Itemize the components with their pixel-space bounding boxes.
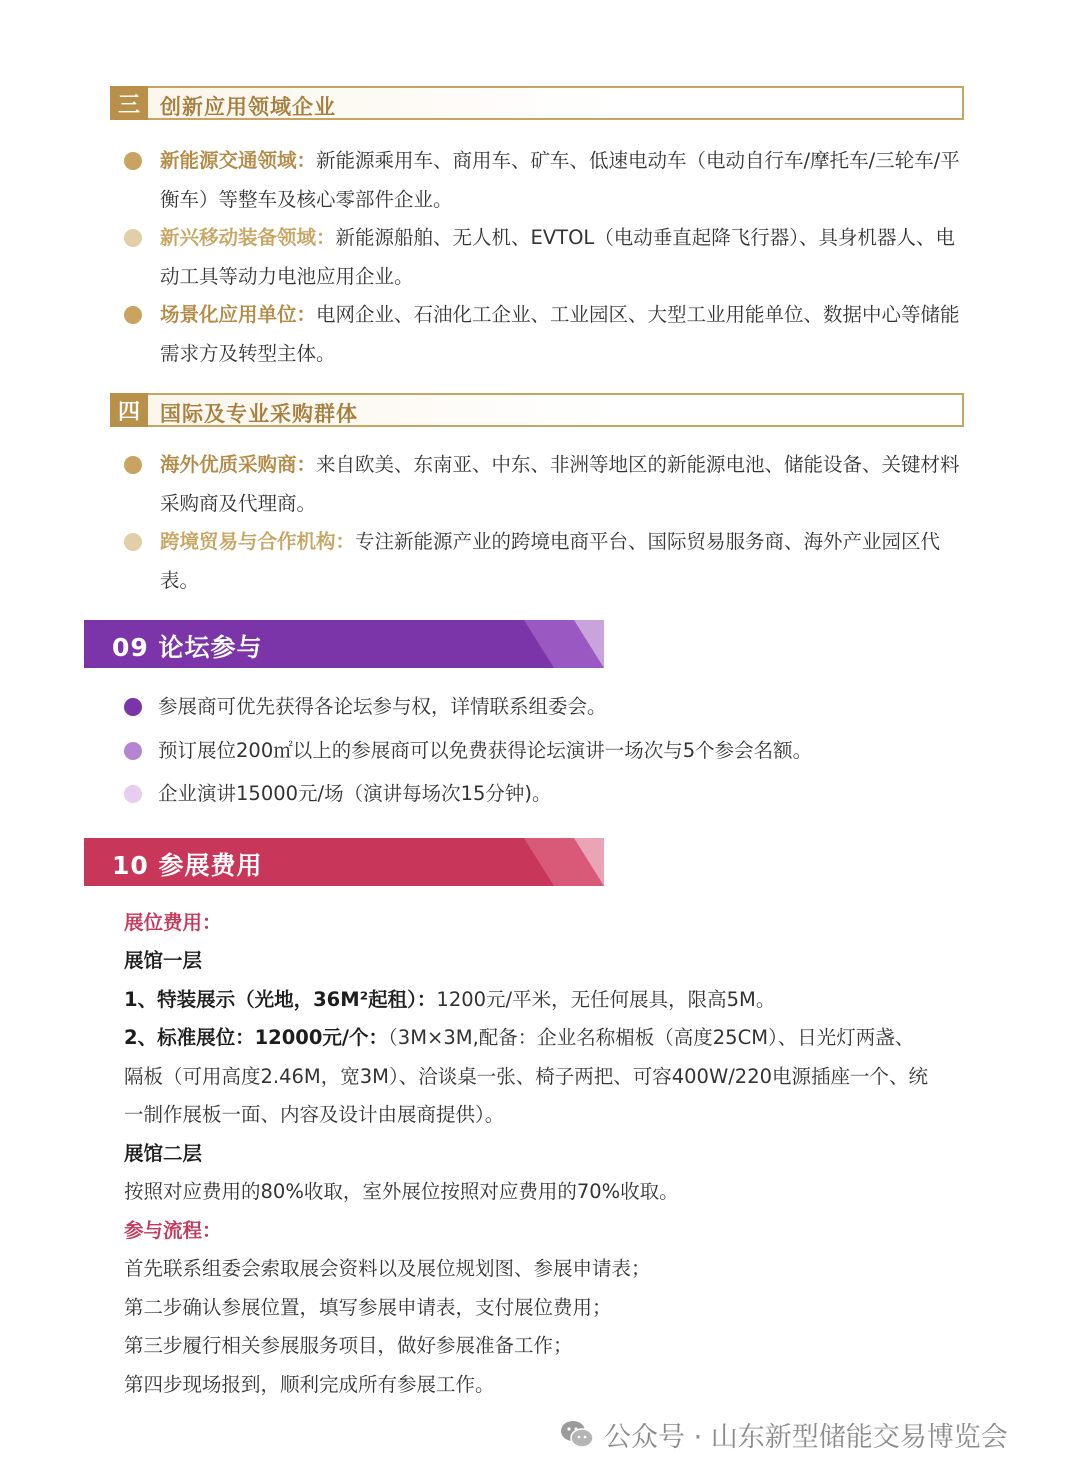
process-step: 首先联系组委会索取展会资料以及展位规划图、参展申请表； bbox=[124, 1257, 651, 1280]
forum-banner bbox=[84, 620, 604, 668]
fee-item-1 bbox=[124, 981, 775, 1020]
item-text: 电网企业、石油化工企业、工业园区、大型工业用能单位、数据中心等储能需求方及转型主体。 bbox=[160, 303, 960, 365]
fee-item-2-cont: 一制作展板一面、内容及设计由展商提供）。 bbox=[124, 1103, 505, 1126]
bullet-icon bbox=[124, 152, 142, 170]
item-label: 新兴移动装备领域： bbox=[160, 226, 336, 249]
item-text: 参展商可优先获得各论坛参与权，详情联系组委会。 bbox=[158, 695, 607, 718]
bullet-icon bbox=[124, 456, 142, 474]
section-header-innovation bbox=[110, 86, 964, 120]
item-label: 跨境贸易与合作机构： bbox=[160, 530, 356, 553]
fee-item-2-text: （3M×3M,配备：企业名称楣板（高度25CM）、日光灯两盏、 bbox=[388, 1026, 915, 1049]
fees-banner bbox=[84, 838, 604, 886]
process-step: 第四步现场报到，顺利完成所有参展工作。 bbox=[124, 1373, 495, 1396]
booth-fee-label: 展位费用： bbox=[124, 911, 222, 934]
banner-title: 09 论坛参与 bbox=[112, 633, 263, 662]
bullet-icon bbox=[124, 229, 142, 247]
floor2-heading: 展馆二层 bbox=[124, 1142, 203, 1165]
bullet-icon bbox=[124, 533, 142, 551]
process-step: 第三步履行相关参展服务项目，做好参展准备工作； bbox=[124, 1334, 573, 1357]
section-number: 四 bbox=[110, 393, 148, 427]
floor1-heading: 展馆一层 bbox=[124, 949, 203, 972]
process-label: 参与流程： bbox=[124, 1219, 222, 1242]
fee-item-1-label: 1、特装展示（光地，36M²起租）： bbox=[124, 988, 437, 1011]
bullet-icon bbox=[124, 698, 142, 716]
floor2-text: 按照对应费用的80%收取，室外展位按照对应费用的70%收取。 bbox=[124, 1180, 679, 1203]
item-text: 专注新能源产业的跨境电商平台、国际贸易服务商、海外产业园区代表。 bbox=[160, 530, 941, 592]
item-label: 海外优质采购商： bbox=[160, 453, 317, 476]
item-label: 新能源交通领域： bbox=[160, 149, 317, 172]
item-label: 场景化应用单位： bbox=[160, 303, 317, 326]
footer-text: 公众号 · 山东新型储能交易博览会 bbox=[604, 1421, 1008, 1453]
footer-watermark bbox=[560, 1410, 1008, 1458]
fee-item-2-cont: 隔板（可用高度2.46M，宽3M）、洽谈桌一张、椅子两把、可容400W/220电源插座一个、统 bbox=[124, 1065, 929, 1088]
section-title: 国际及专业采购群体 bbox=[160, 402, 358, 426]
item-text: 预订展位200㎡以上的参展商可以免费获得论坛演讲一场次与5个参会名额。 bbox=[158, 739, 813, 762]
item-text: 新能源船舶、无人机、EVTOL（电动垂直起降飞行器）、具身机器人、电动工具等动力电池应用企业。 bbox=[160, 226, 956, 288]
section-number: 三 bbox=[110, 86, 148, 120]
section-title: 创新应用领域企业 bbox=[160, 95, 336, 119]
item-text: 企业演讲15000元/场（演讲每场次15分钟)。 bbox=[158, 782, 552, 805]
item-text: 来自欧美、东南亚、中东、非洲等地区的新能源电池、储能设备、关键材料采购商及代理商。 bbox=[160, 453, 960, 515]
banner-title: 10 参展费用 bbox=[112, 851, 263, 880]
bullet-icon bbox=[124, 306, 142, 324]
fee-item-1-text: 1200元/平米，无任何展具，限高5M。 bbox=[436, 988, 776, 1011]
item-text: 新能源乘用车、商用车、矿车、低速电动车（电动自行车/摩托车/三轮车/平衡车）等整车及核心零部件企业。 bbox=[160, 149, 960, 211]
process-step: 第二步确认参展位置，填写参展申请表，支付展位费用； bbox=[124, 1296, 612, 1319]
wechat-icon bbox=[560, 1419, 594, 1449]
fee-item-2-label: 2、标准展位：12000元/个： bbox=[124, 1026, 389, 1049]
bullet-icon bbox=[124, 742, 142, 760]
bullet-icon bbox=[124, 785, 142, 803]
fee-item-2 bbox=[124, 1019, 914, 1058]
section-header-international bbox=[110, 393, 964, 427]
